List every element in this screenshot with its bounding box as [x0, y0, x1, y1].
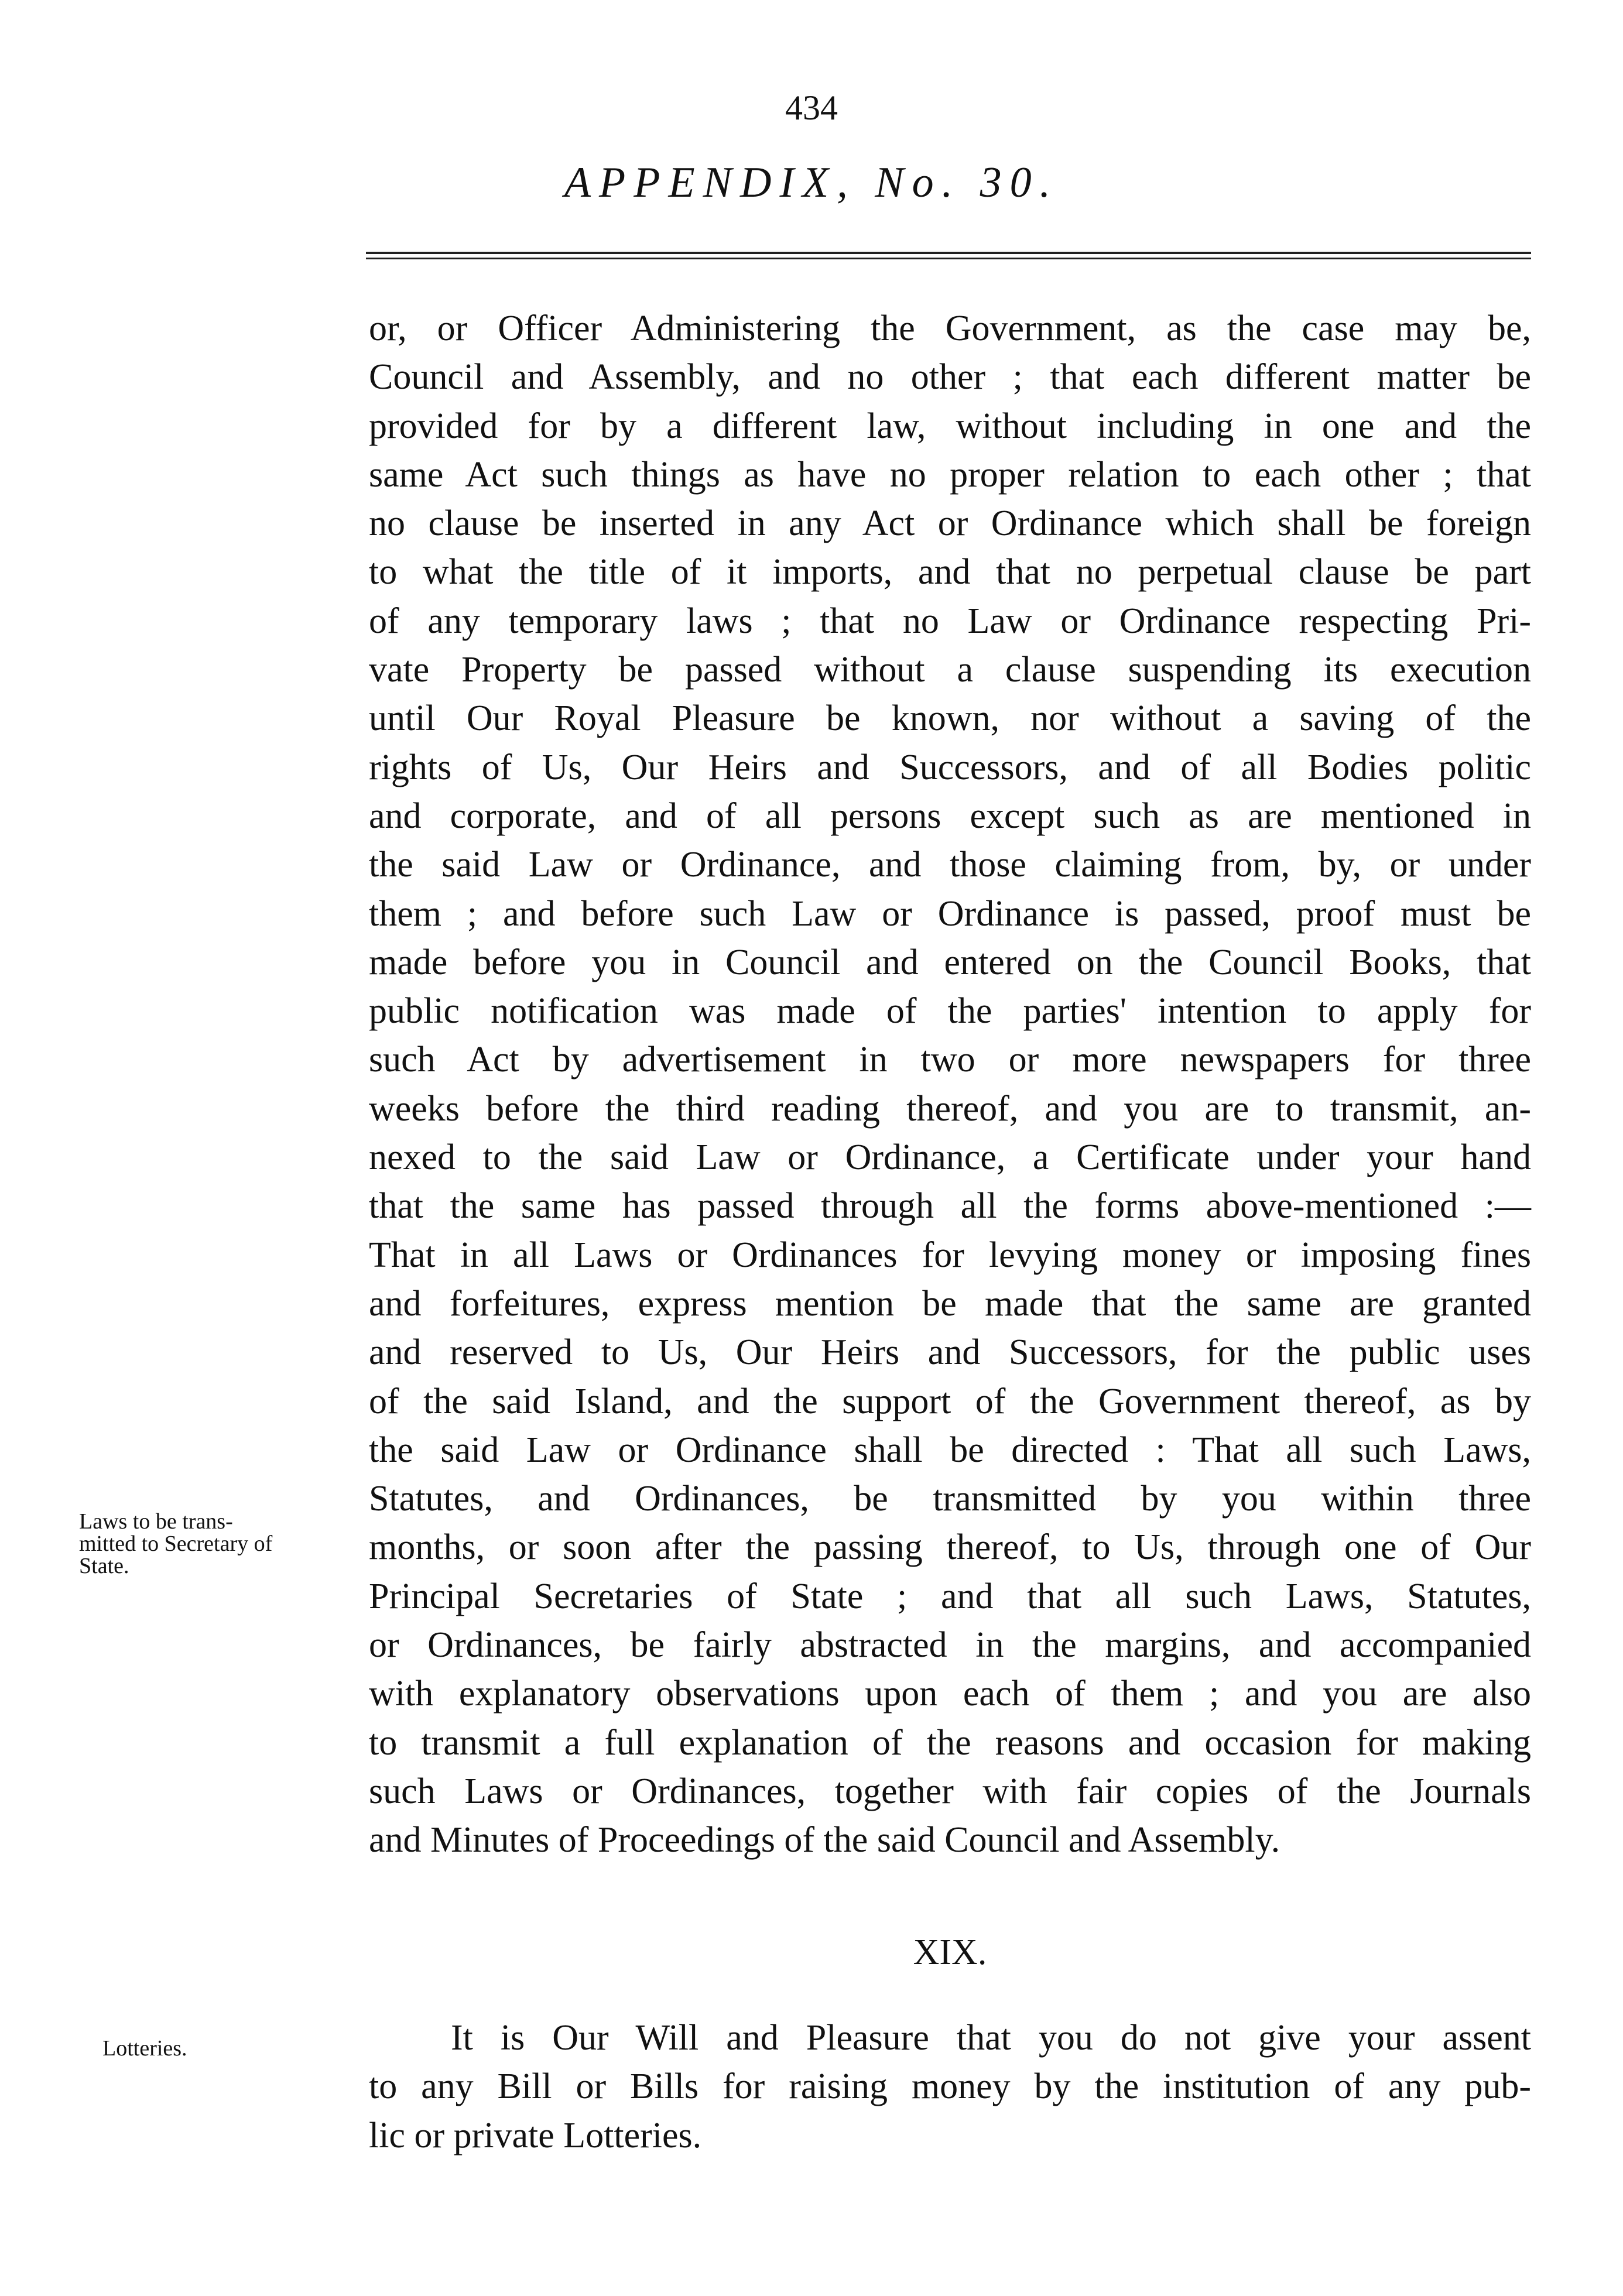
section-line: to any Bill or Bills for raising money by the institution of any pub- — [369, 2067, 1531, 2107]
body-line: nexed to the said Law or Ordinance, a Certificate under your hand — [369, 1137, 1531, 1178]
marginal-note-laws — [79, 1510, 348, 1577]
body-line: such Act by advertisement in two or more newspapers for three — [369, 1040, 1531, 1080]
section-heading: XIX. — [913, 1932, 987, 1972]
body-line: and forfeitures, express mention be made that the same are granted — [369, 1283, 1531, 1324]
body-line: rights of Us, Our Heirs and Successors, and of all Bodies politic — [369, 747, 1531, 787]
body-line: Principal Secretaries of State ; and that all such Laws, Statutes, — [369, 1576, 1531, 1616]
body-line: of the said Island, and the support of the Government thereof, as by — [369, 1381, 1531, 1421]
header-divider — [366, 252, 1531, 263]
body-line: months, or soon after the passing thereof, to Us, through one of Our — [369, 1527, 1531, 1568]
marginal-note-line: State. — [79, 1554, 129, 1578]
section-line: lic or private Lotteries. — [369, 2115, 702, 2156]
body-line: Council and Assembly, and no other ; that each different matter be — [369, 357, 1531, 397]
marginal-note-line: mitted to Secretary of — [79, 1531, 273, 1556]
body-line: weeks before the third reading thereof, and you are to transmit, an- — [369, 1088, 1531, 1129]
section-text — [369, 2014, 1531, 2160]
body-line: of any temporary laws ; that no Law or Ordinance respecting Pri- — [369, 601, 1531, 641]
body-line: no clause be inserted in any Act or Ordinance which shall be foreign — [369, 503, 1531, 544]
marginal-note-line: Laws to be trans- — [79, 1509, 233, 1534]
body-line: the said Law or Ordinance shall be directed : That all such Laws, — [369, 1430, 1531, 1470]
divider-line-top — [366, 252, 1531, 254]
body-line: to what the title of it imports, and that no perpetual clause be part — [369, 552, 1531, 592]
body-line: same Act such things as have no proper relation to each other ; that — [369, 454, 1531, 495]
divider-line-bottom — [366, 258, 1531, 259]
body-line: and reserved to Us, Our Heirs and Successors, for the public uses — [369, 1332, 1531, 1373]
marginal-note-lotteries: Lotteries. — [102, 2036, 187, 2061]
body-line: vate Property be passed without a clause suspending its execution — [369, 650, 1531, 690]
body-text — [369, 304, 1531, 1865]
body-line: with explanatory observations upon each of them ; and you are also — [369, 1674, 1531, 1714]
body-line: that the same has passed through all the forms above-mentioned :— — [369, 1186, 1531, 1226]
body-line: and corporate, and of all persons except such as are mentioned in — [369, 796, 1531, 836]
body-line: or, or Officer Administering the Government, as the case may be, — [369, 309, 1531, 348]
body-line: Statutes, and Ordinances, be transmitted by you within three — [369, 1479, 1531, 1519]
body-line: them ; and before such Law or Ordinance is passed, proof must be — [369, 893, 1531, 934]
page-title: APPENDIX, No. 30. — [564, 159, 1059, 207]
body-line: the said Law or Ordinance, and those claiming from, by, or under — [369, 845, 1531, 885]
body-line: That in all Laws or Ordinances for levying money or imposing fines — [369, 1235, 1531, 1275]
section-line: It is Our Will and Pleasure that you do not give your assent — [451, 2018, 1531, 2058]
body-line: and Minutes of Proceedings of the said Council and Assembly. — [369, 1820, 1280, 1860]
body-line: or Ordinances, be fairly abstracted in the margins, and accompanied — [369, 1625, 1531, 1666]
page-number: 434 — [785, 88, 838, 127]
body-line: public notification was made of the parties' intention to apply for — [369, 991, 1531, 1032]
body-line: made before you in Council and entered on the Council Books, that — [369, 942, 1531, 982]
body-line: such Laws or Ordinances, together with fair copies of the Journals — [369, 1771, 1531, 1811]
body-line: provided for by a different law, without including in one and the — [369, 406, 1531, 446]
body-line: until Our Royal Pleasure be known, nor without a saving of the — [369, 698, 1531, 739]
body-line: to transmit a full explanation of the reasons and occasion for making — [369, 1722, 1531, 1763]
